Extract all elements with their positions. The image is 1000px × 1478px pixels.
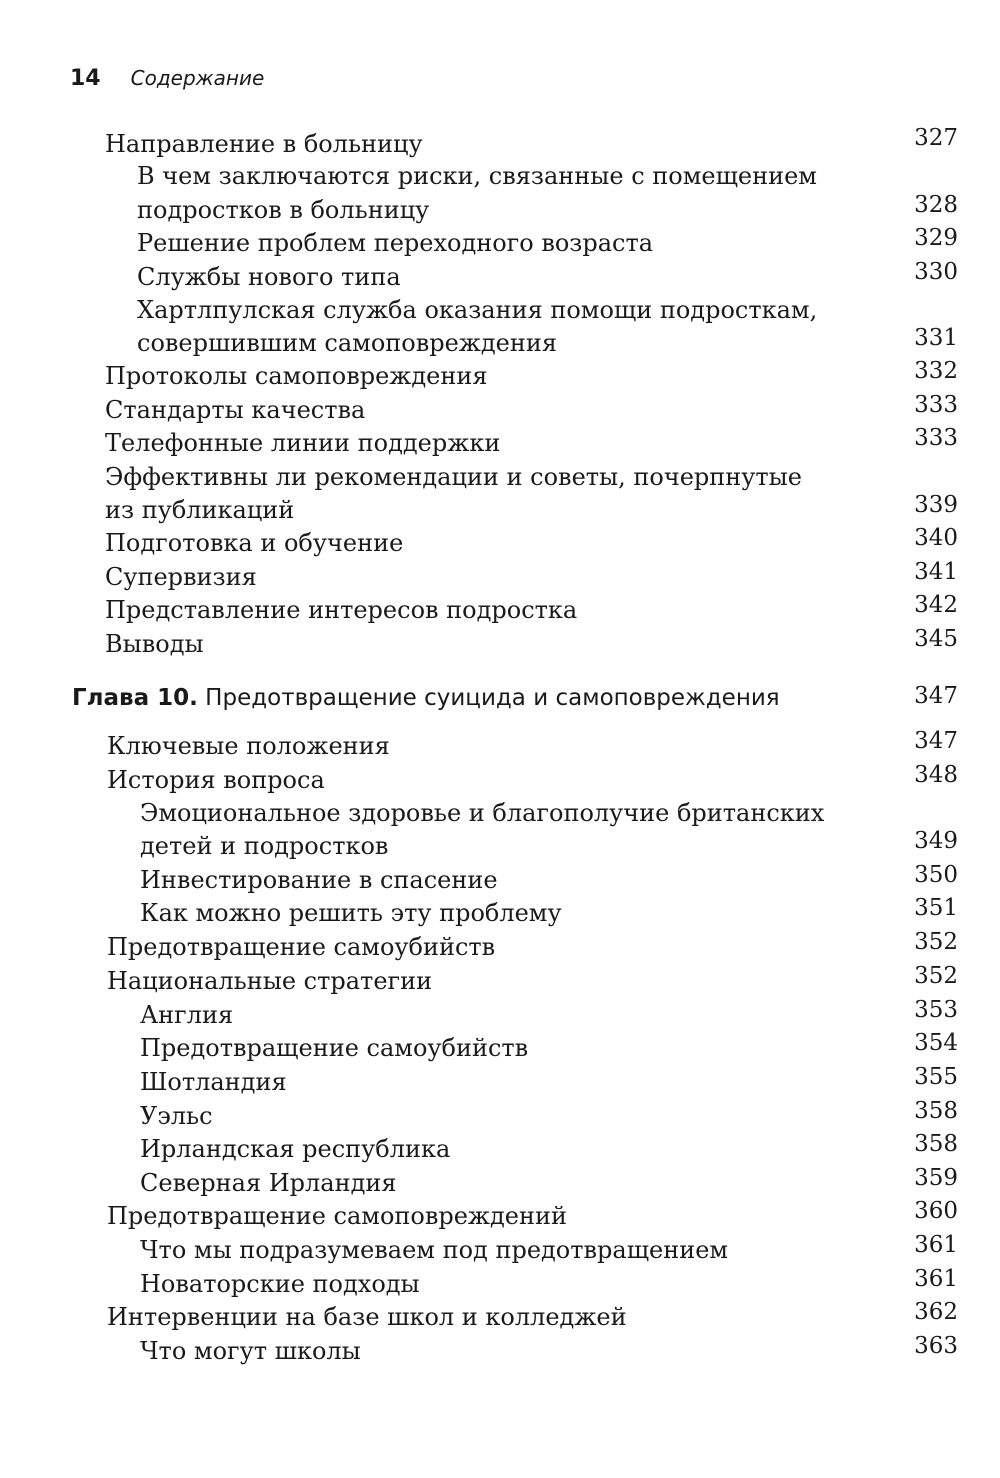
toc-entry-page: 328	[914, 192, 958, 218]
toc-entry-title: Национальные стратегии	[107, 967, 433, 995]
toc-entry-title: детей и подростков	[140, 832, 389, 860]
toc-entry-title: Службы нового типа	[137, 263, 401, 291]
toc-entry-page: 333	[914, 425, 958, 451]
toc-entry-title: Представление интересов подростка	[105, 596, 578, 624]
toc-entry-title: совершившим самоповреждения	[137, 329, 557, 357]
toc-entry-title: Предотвращение самоубийств	[140, 1034, 529, 1062]
toc-entry-page: 358	[914, 1098, 958, 1124]
toc-entry-page: 347	[914, 728, 958, 754]
toc-entry-page: 362	[914, 1299, 958, 1325]
toc-entry-title: Северная Ирландия	[140, 1169, 397, 1197]
toc-entry-title: Ключевые положения	[107, 732, 390, 760]
toc-entry-page: 333	[914, 392, 958, 418]
toc-entry-page: 354	[914, 1030, 958, 1056]
page-number: 14	[70, 66, 101, 91]
toc-entry-title: Выводы	[105, 630, 204, 658]
toc-entry-title: Новаторские подходы	[140, 1270, 420, 1298]
toc-entry-title: Предотвращение самоубийств	[107, 933, 496, 961]
toc-entry-page: 349	[914, 828, 958, 854]
toc-entry-title: История вопроса	[107, 766, 325, 794]
toc-entry-page: 342	[914, 592, 958, 618]
toc-entry-title: Что мы подразумеваем под предотвращением	[140, 1236, 729, 1264]
toc-entry-title: Решение проблем переходного возраста	[137, 229, 654, 257]
toc-entry-page: 329	[914, 225, 958, 251]
toc-entry-page: 327	[914, 125, 958, 151]
toc-entry-title: из публикаций	[105, 496, 295, 524]
toc-entry-page: 330	[914, 259, 958, 285]
toc-entry-page: 361	[914, 1266, 958, 1292]
toc-entry-title: Ирландская республика	[140, 1135, 451, 1163]
section-title: Содержание	[130, 66, 265, 90]
toc-entry-page: 358	[914, 1131, 958, 1157]
toc-entry-page: 363	[914, 1333, 958, 1359]
chapter-title: Предотвращение суицида и самоповреждения	[205, 685, 780, 711]
toc-entry-title: Направление в больницу	[105, 130, 423, 158]
toc-entry-title: Телефонные линии поддержки	[105, 429, 501, 457]
toc-entry-page: 341	[914, 559, 958, 585]
toc-entry-title: Как можно решить эту проблему	[140, 899, 562, 927]
toc-entry-page: 353	[914, 997, 958, 1023]
toc-entry-title: Протоколы самоповреждения	[105, 362, 488, 390]
toc-entry-page: 348	[914, 762, 958, 788]
toc-entry-title: Что могут школы	[140, 1337, 361, 1365]
toc-entry-page: 339	[914, 492, 958, 518]
toc-entry-title: Хартлпулская служба оказания помощи подросткам,	[137, 296, 818, 324]
toc-entry-title: подростков в больницу	[137, 196, 430, 224]
toc-entry-title: Инвестирование в спасение	[140, 866, 498, 894]
toc-entry-title: Уэльс	[140, 1102, 213, 1130]
toc-entry-page: 351	[914, 895, 958, 921]
toc-entry-page: 350	[914, 862, 958, 888]
toc-entry-page: 352	[914, 963, 958, 989]
toc-entry-page: 332	[914, 358, 958, 384]
toc-entry-title: Англия	[140, 1001, 234, 1029]
toc-entry-title: Супервизия	[105, 563, 257, 591]
toc-entry-page: 340	[914, 525, 958, 551]
toc-entry-title: Стандарты качества	[105, 396, 366, 424]
toc-entry-title: Эмоциональное здоровье и благополучие британских	[140, 799, 825, 827]
toc-entry-page: 345	[914, 626, 958, 652]
toc-entry-title: Подготовка и обучение	[105, 529, 404, 557]
toc-entry-page: 355	[914, 1064, 958, 1090]
toc-entry-page: 361	[914, 1232, 958, 1258]
toc-entry-title: Эффективны ли рекомендации и советы, почерпнутые	[105, 463, 802, 491]
toc-entry-page: 352	[914, 929, 958, 955]
toc-entry-page: 359	[914, 1165, 958, 1191]
toc-entry-title: Шотландия	[140, 1068, 287, 1096]
toc-entry-title: В чем заключаются риски, связанные с помещением	[137, 162, 817, 190]
toc-entry-title: Предотвращение самоповреждений	[107, 1202, 567, 1230]
toc-entry-page: 331	[914, 325, 958, 351]
chapter-page: 347	[914, 683, 958, 709]
toc-entry-page: 360	[914, 1198, 958, 1224]
toc-entry-title: Интервенции на базе школ и колледжей	[107, 1303, 627, 1331]
chapter-label: Глава 10.	[72, 685, 198, 711]
